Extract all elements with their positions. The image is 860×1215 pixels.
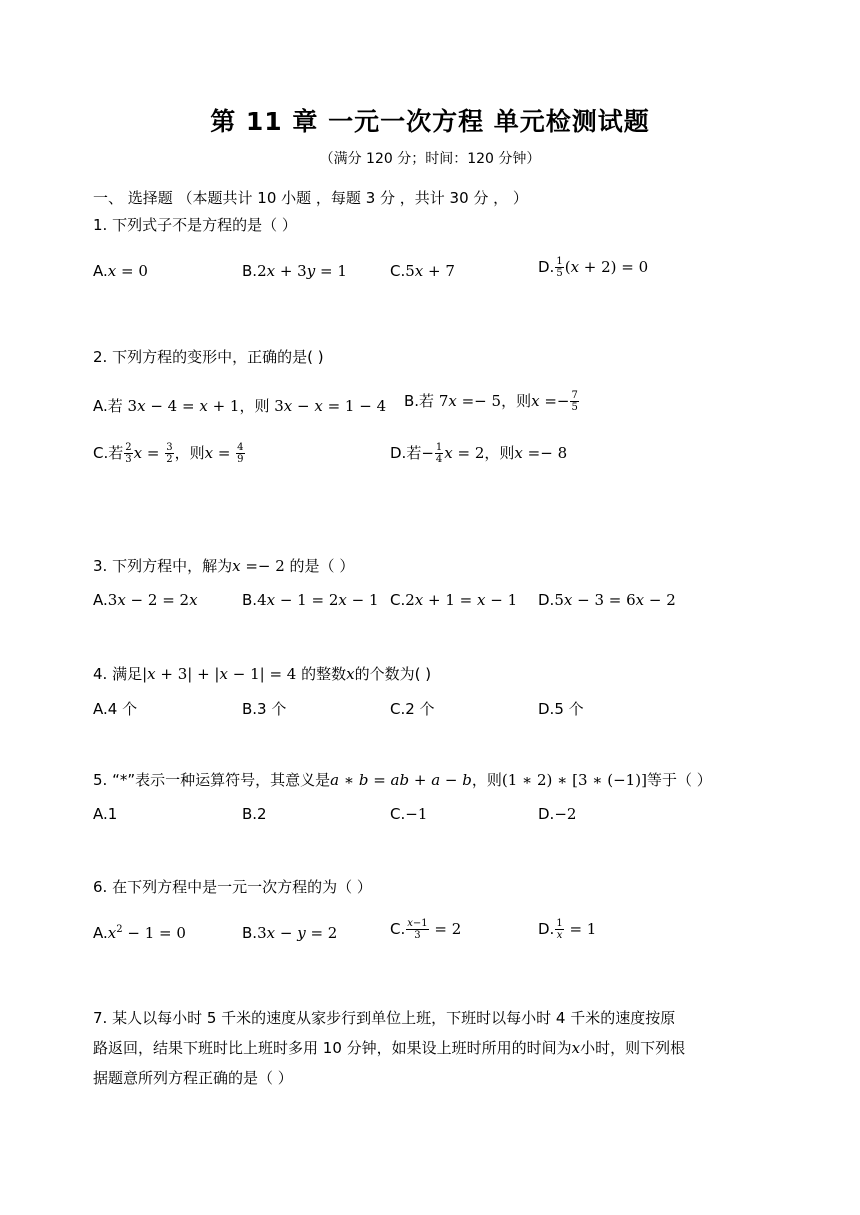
q3-option-a: A.3x − 2 = 2x bbox=[93, 591, 198, 609]
question-4-stem: 4. 满足|x + 3| + |x − 1| = 4 的整数x的个数为( ) bbox=[93, 665, 432, 683]
q3-option-b: B.4x − 1 = 2x − 1 bbox=[242, 591, 379, 609]
question-5-stem: 5. “*”表示一种运算符号，其意义是a ∗ b = ab + a − b，则(1 ∗ 2) ∗ [3 ∗ (−1)]等于（ ） bbox=[93, 771, 712, 789]
q2-option-d: D.若− $\frac{1}{4}$ x = 2，则x =− 8 bbox=[390, 442, 568, 465]
q6-option-c: C. $\frac{x-1}{3}$ = 2 bbox=[390, 918, 462, 941]
q5-option-b: B.2 bbox=[242, 805, 267, 823]
q1-option-c: C.5x + 7 bbox=[390, 262, 455, 280]
q2-option-a: A.若 3x − 4 = x + 1，则 3x − x = 1 − 4 bbox=[93, 397, 387, 415]
question-6-stem: 6. 在下列方程中是一元一次方程的为（ ） bbox=[93, 878, 372, 896]
q4-option-c: C.2 个 bbox=[390, 700, 435, 718]
section-heading: 一、 选择题 （本题共计 10 小题 ，每题 3 分 ，共计 30 分 ， ） bbox=[93, 189, 528, 207]
q1-option-b: B.2x + 3y = 1 bbox=[242, 262, 347, 280]
q4-option-b: B.3 个 bbox=[242, 700, 287, 718]
page-title: 第 11 章 一元一次方程 单元检测试题 bbox=[210, 107, 650, 136]
question-1-stem: 1. 下列式子不是方程的是（ ） bbox=[93, 216, 297, 234]
q3-option-c: C.2x + 1 = x − 1 bbox=[390, 591, 518, 609]
q2-option-b: B.若 7x =− 5，则x =− $\frac{7}{5}$ bbox=[404, 390, 578, 413]
q6-option-d: D. $\frac{1}{x}$ = 1 bbox=[538, 918, 597, 941]
question-2-stem: 2. 下列方程的变形中，正确的是( ) bbox=[93, 348, 324, 366]
q4-option-a: A.4 个 bbox=[93, 700, 138, 718]
q5-option-c: C.−1 bbox=[390, 805, 428, 823]
question-7-stem: 7. 某人以每小时 5 千米的速度从家步行到单位上班，下班时以每小时 4 千米的速度按原 路返回，结果下班时比上班时多用 10 分钟，如果设上班时所用的时间为x小时，则下列根 据题意所列方程正确的是（ ） bbox=[93, 1009, 686, 1087]
page-subtitle: （满分 120 分；时间：120 分钟） bbox=[319, 151, 541, 167]
q5-option-a: A.1 bbox=[93, 805, 118, 823]
question-3-stem: 3. 下列方程中，解为x =− 2 的是（ ） bbox=[93, 557, 355, 575]
q3-option-d: D.5x − 3 = 6x − 2 bbox=[538, 591, 676, 609]
q5-option-d: D.−2 bbox=[538, 805, 577, 823]
q1-option-d: D. $\frac{1}{5}$ (x + 2) = 0 bbox=[538, 256, 649, 279]
q1-option-a: A.x = 0 bbox=[93, 262, 148, 280]
q4-option-d: D.5 个 bbox=[538, 700, 584, 718]
q6-option-a: $A.x^2 - 1 = 0$ bbox=[93, 924, 186, 942]
q6-option-b: B.3x − y = 2 bbox=[242, 924, 338, 942]
q2-option-c: C.若 $\frac{2}{3}$ x = $\frac{3}{2}$ ，则x = $\frac{4}{9}$ bbox=[93, 442, 244, 465]
